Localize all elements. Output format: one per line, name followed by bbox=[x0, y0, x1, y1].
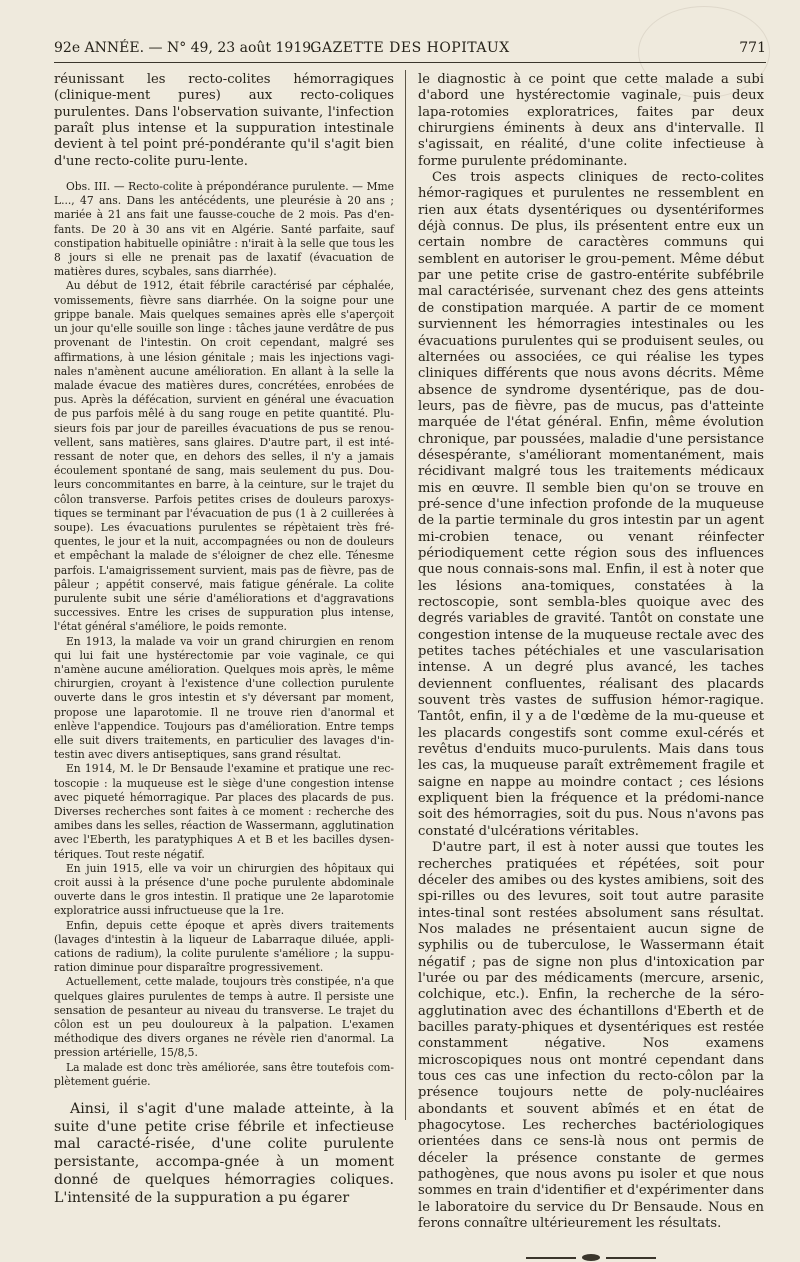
body-paragraph: D'autre part, il est à noter aussi que toutes les recherches pratiquées et répétées, soit pour déceler des amibes ou des kystes amibiens, soit des spi-rilles ou des levures, soit tout autre parasite intes-tinal sont restées absolument sans résultat. Nos malades ne présentaient aucun signe de syphilis ou de tuberculose, le Wassermann était négatif ; pas de signe non plus d'intoxication par l'urée ou par des médicaments (mercure, arsenic, colchique, etc.). Enfin, la recherche de la séro-agglutination avec des échantillons d'Eberth et de bacilles paraty-phiques et dysentériques est restée constamment négative. Nos examens microscopiques nous ont montré cependant dans tous ces cas une infection du recto-côlon par la présence toujours nette de poly-nucléaires abondants et souvent abîmés et en état de phagocytose. Les recherches bactériologiques orientées dans ce sens-là nous ont permis de déceler la présence constante de germes pathogènes, que nous avons pu isoler et que nous sommes en train d'identifier et d'expérimenter dans le laboratoire du service du Dr Bensaude. Nous en ferons connaître ultérieurement les résultats. bbox=[418, 840, 764, 1232]
observation-paragraph: En 1914, M. le Dr Bensaude l'examine et pratique une rec-toscopie : la muqueuse est le siège d'une congestion intense avec piqueté hémorragique. Par places des placards de pus. Diverses recherches sont faites à ce moment : recherche des amibes dans les selles, réaction de Wassermann, agglutination avec l'Eberth, les paratyphiques A et B et les bacilles dysen-tériques. Tout reste négatif. bbox=[54, 762, 394, 861]
observation-paragraph: Au début de 1912, était fébrile caractérisé par céphalée, vomissements, fièvre sans diarrhée. On la soigne pour une grippe banale. Mais quelques semaines après elle s'aperçoit un jour qu'elle souille son linge : tâches jaune verdâtre de pus provenant de l'intestin. On croit cependant, malgré ses affirmations, à une lésion génitale ; mais les injections vagi-nales n'amènent aucune amélioration. En allant à la selle la malade évacue des matières dures, concrétées, enrobées de pus. Après la défécation, survient en général une évacuation de pus parfois mêlé à du sang rouge en petite quantité. Plu-sieurs fois par jour de pareilles évacuations de pus se renou-vellent, sans matières, sans glaires. D'autre part, il est inté-ressant de noter que, en dehors des selles, il n'y a jamais écoulement spontané de sang, mais seulement du pus. Dou-leurs concommitantes en barre, à la ceinture, sur le trajet du côlon transverse. Parfois petites crises de douleurs paroxys-tiques se terminant par l'évacuation de pus (1 à 2 cuillerées à soupe). Les évacuations purulentes se répètaient très fré-quentes, le jour et la nuit, accompagnées ou non de douleurs et empêchant la malade de s'éloigner de chez elle. Ténesme parfois. L'amaigrissement survient, mais pas de fièvre, pas de pâleur ; appétit conservé, mais fatigue générale. La colite purulente subit une série d'améliorations et d'aggravations successives. Entre les crises de suppuration plus intense, l'état général s'améliore, le poids remonte. bbox=[54, 279, 394, 634]
left-column bbox=[54, 72, 394, 1206]
body-paragraph: le diagnostic à ce point que cette malade a subi d'abord une hystérectomie vaginale, puis deux lapa-rotomies exploratrices, faites par deux chirurgiens éminents à deux ans d'intervalle. Il s'agissait, en réalité, d'une colite infectieuse à forme purulente prédominante. bbox=[418, 72, 764, 169]
body-paragraph: Ces trois aspects cliniques de recto-colites hémor-ragiques et purulentes ne ressemblent en rien aux états dysentériques ou dysentériformes déjà connus. De plus, ils présentent entre eux un certain nombre de caractères communs qui semblent en autoriser le grou-pement. Même début par une petite crise de gastro-entérite subfébrile mal caractérisée, survenant chez des gens atteints de constipation marquée. A partir de ce moment surviennent les hémorragies intestinales ou les évacuations purulentes qui se produisent seules, ou alternées ou associées, ce qui réalise les types cliniques différents que nous avons décrits. Même absence de syndrome dysentérique, pas de dou-leurs, pas de fièvre, pas de mucus, pas d'atteinte marquée de l'état général. Enfin, même évolution chronique, par poussées, maladie d'une persistance désespérante, s'améliorant momentanément, mais récidivant malgré tous les traitements médicaux mis en œuvre. Il semble bien qu'on se trouve en pré-sence d'une infection profonde de la muqueuse de la partie terminale du gros intestin par un agent mi-crobien tenace, ou venant réinfecter périodiquement cette région sous des influences que nous connais-sons mal. Enfin, il est à noter que les lésions ana-tomiques, constatées à la rectoscopie, sont sembla-bles quoique avec des degrés variables de gravité. Tantôt on constate une congestion intense de la muqueuse rectale avec des petites taches pétéchiales et une vascularisation intense. A un degré plus avancé, les taches deviennent confluentes, réalisant des placards souvent très vastes de suffusion hémor-ragique. Tantôt, enfin, il y a de l'œdème de la mu-queuse et les placards congestifs sont comme exul-cérés et revêtus d'enduits muco-purulents. Mais dans tous les cas, la muqueuse paraît extrêmement fragile et saigne en nappe au moindre contact ; ces lésions expliquent bien la fréquence et la prédomi-nance soit des hémorragies, soit du pus. Nous n'avons pas constaté d'ulcérations véritables. bbox=[418, 170, 764, 839]
observation-paragraph: La malade est donc très améliorée, sans être toutefois com-plètement guérie. bbox=[54, 1060, 394, 1088]
page-header bbox=[54, 40, 766, 63]
page-number: 771 bbox=[739, 40, 766, 56]
closing-paragraph: Ainsi, il s'agit d'une malade atteinte, à la suite d'une petite crise fébrile et infectieuse mal caracté-risée, d'une colite purulente persistante, accompa-gnée à un moment donné de quelques hémorragies coliques. L'intensité de la suppuration a pu égarer bbox=[54, 1101, 394, 1206]
observation-heading: Obs. III. — Recto-colite à prépondérance purulente. — Mme L..., 47 ans. Dans les antécédents, une pleurésie à 20 ans ; mariée à 21 ans fait une fausse-couche de 2 mois. Pas d'en-fants. De 20 à 30 ans vit en Algérie. Santé parfaite, sauf constipation habituelle opiniâtre : n'irait à la selle que tous les 8 jours si elle ne prenait pas de laxatif (évacuation de matières dures, scybales, sans diarrhée). bbox=[54, 180, 394, 279]
observation-paragraph: En juin 1915, elle va voir un chirurgien des hôpitaux qui croit aussi à la présence d'une poche purulente abdominale ouverte dans le gros intestin. Il pratique une 2e laparotomie exploratrice aussi infructueuse que la 1re. bbox=[54, 861, 394, 918]
observation-paragraph: En 1913, la malade va voir un grand chirurgien en renom qui lui fait une hystérectomie par voie vaginale, ce qui n'amène aucune amélioration. Quelques mois après, le même chirurgien, croyant à l'existence d'une collection purulente ouverte dans le gros intestin et s'y déversant par moment, propose une laparotomie. Il ne trouve rien d'anormal et enlève l'appendice. Toujours pas d'amélioration. Entre temps elle suit divers traitements, en particulier des lavages d'in-testin avec divers antiseptiques, sans grand résultat. bbox=[54, 634, 394, 762]
intro-paragraph: réunissant les recto-colites hémorragiques (clinique-ment pures) aux recto-coliques purulentes. Dans l'observation suivante, l'infection paraît plus intense et la suppuration intestinale devient à tel point pré-pondérante qu'il s'agit bien d'une recto-colite puru-lente. bbox=[54, 72, 394, 169]
observation-paragraph: Actuellement, cette malade, toujours très constipée, n'a que quelques glaires purulentes de temps à autre. Il persiste une sensation de pesanteur au niveau du transverse. Le trajet du côlon est un peu douloureux à la palpation. L'examen méthodique des divers organes ne révèle rien d'anormal. La pression artérielle, 15/8,5. bbox=[54, 975, 394, 1060]
issue-date: 92e ANNÉE. — N° 49, 23 août 1919. bbox=[54, 40, 316, 56]
observation-paragraph: Enfin, depuis cette époque et après divers traitements (lavages d'intestin à la liqueur de Labarraque diluée, appli-cations de radium), la colite purulente s'améliore ; la suppu-ration diminue pour disparaître progressivement. bbox=[54, 918, 394, 975]
column-divider bbox=[405, 70, 406, 1120]
journal-title: GAZETTE DES HOPITAUX bbox=[310, 40, 510, 56]
right-column bbox=[418, 72, 764, 1232]
end-ornament bbox=[526, 1254, 656, 1262]
